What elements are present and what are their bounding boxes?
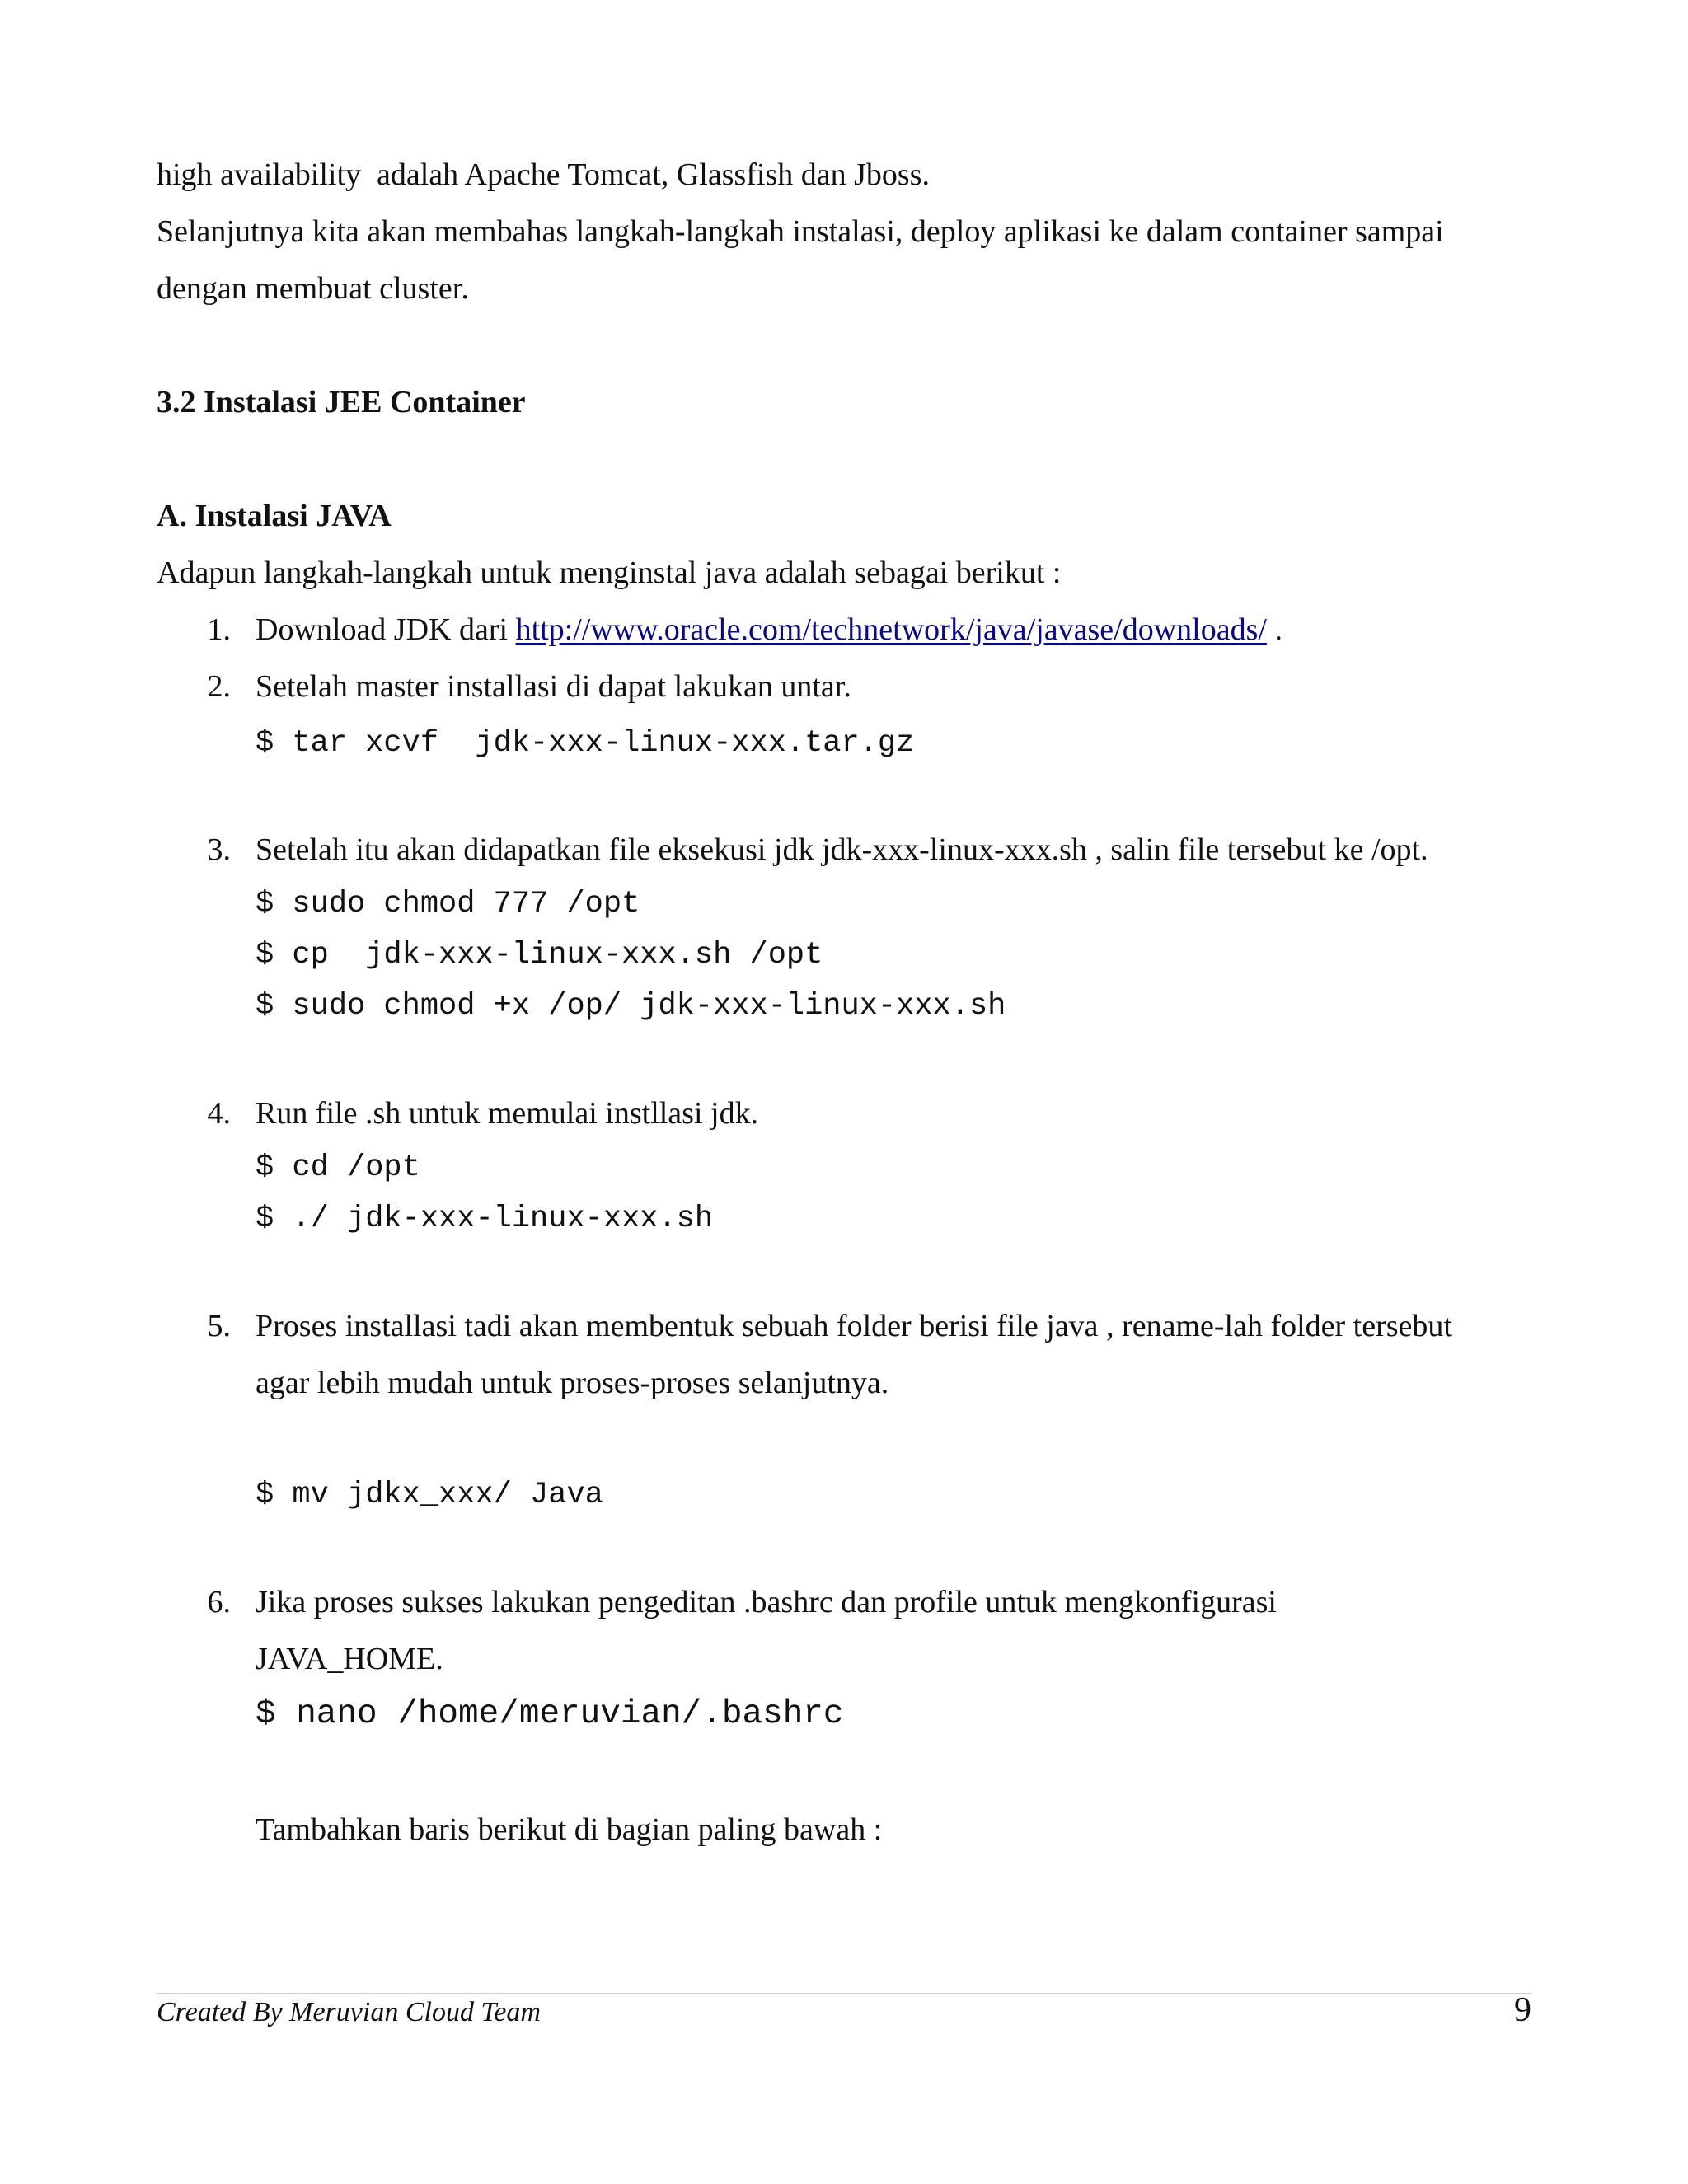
lead-paragraph: Adapun langkah-langkah untuk menginstal java adalah sebagai berikut : — [157, 555, 1062, 590]
intro-line-3: dengan membuat cluster. — [157, 271, 469, 306]
list-item-5-text-line-1: Proses installasi tadi akan membentuk sebuah folder berisi file java , rename-lah folder tersebut — [256, 1309, 1452, 1343]
command-line: $ ./ jdk-xxx-linux-xxx.sh — [256, 1202, 714, 1236]
subsection-heading: A. Instalasi JAVA — [157, 499, 392, 533]
intro-line-2: Selanjutnya kita akan membahas langkah-langkah instalasi, deploy aplikasi ke dalam container sampai — [157, 214, 1444, 249]
list-item-2-text: Setelah master installasi di dapat lakukan untar. — [256, 669, 851, 704]
section-heading: 3.2 Instalasi JEE Container — [157, 385, 526, 419]
list-number: 6. — [207, 1585, 231, 1619]
page-number: 9 — [1514, 1991, 1531, 2029]
list-item-3-text: Setelah itu akan didapatkan file eksekusi jdk jdk-xxx-linux-xxx.sh , salin file tersebut ke /opt. — [256, 832, 1428, 867]
list-item-6-after-text: Tambahkan baris berikut di bagian paling bawah : — [256, 1812, 883, 1847]
command-line: $ cd /opt — [256, 1151, 420, 1185]
list-number: 4. — [207, 1096, 231, 1131]
command-line: $ mv jdkx_xxx/ Java — [256, 1478, 603, 1512]
command-line: $ sudo chmod +x /op/ jdk-xxx-linux-xxx.sh — [256, 989, 1006, 1024]
list-item-6-text-line-1: Jika proses sukses lakukan pengeditan .bashrc dan profile untuk mengkonfigurasi — [256, 1585, 1277, 1619]
command-line: $ sudo chmod 777 /opt — [256, 887, 640, 921]
intro-line-1: high availability adalah Apache Tomcat, Glassfish dan Jboss. — [157, 157, 930, 192]
list-number: 3. — [207, 832, 231, 867]
list-item-text: Download JDK dari — [256, 612, 516, 647]
list-item-6-text-line-2: JAVA_HOME. — [256, 1642, 443, 1676]
oracle-download-link[interactable]: http://www.oracle.com/technetwork/java/javase/downloads/ — [515, 612, 1267, 647]
command-line: $ nano /home/meruvian/.bashrc — [256, 1695, 844, 1733]
list-item-5-text-line-2: agar lebih mudah untuk proses-proses selanjutnya. — [256, 1366, 889, 1400]
list-item-1 — [256, 610, 1282, 649]
command-line: $ tar xcvf jdk-xxx-linux-xxx.tar.gz — [256, 726, 915, 761]
command-line: $ cp jdk-xxx-linux-xxx.sh /opt — [256, 938, 823, 972]
list-item-text: . — [1266, 612, 1282, 647]
list-number: 2. — [207, 669, 231, 704]
list-number: 5. — [207, 1309, 231, 1343]
list-item-4-text: Run file .sh untuk memulai instllasi jdk. — [256, 1096, 759, 1131]
list-number: 1. — [207, 612, 231, 647]
footer-credit: Created By Meruvian Cloud Team — [157, 1997, 541, 2027]
